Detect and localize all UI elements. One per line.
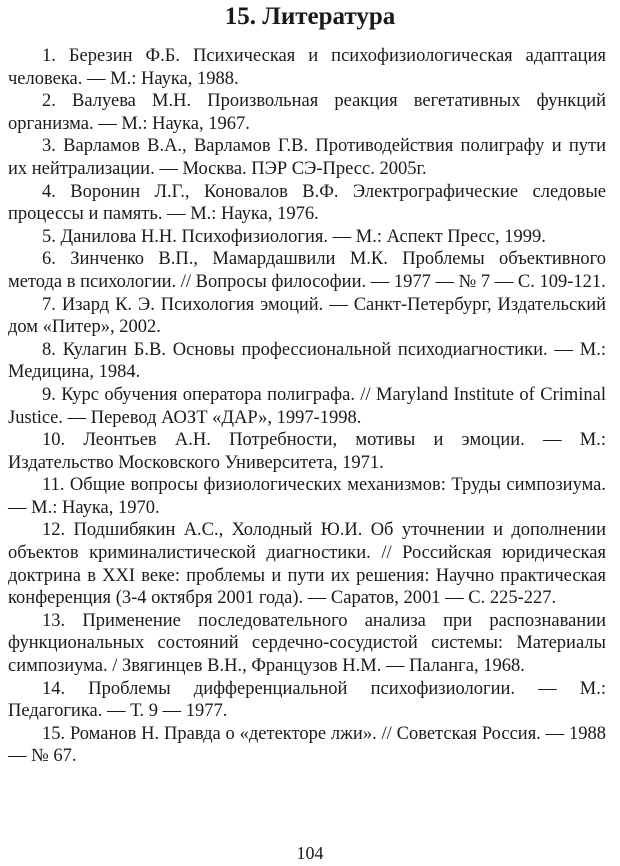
reference-item: 10. Леонтьев А.Н. Потребности, мотивы и эмоции. — М.: Издательство Московского Университета, 1971. — [8, 430, 606, 473]
reference-item: 11. Общие вопросы физиологических механизмов: Труды симпозиума. — М.: Наука, 1970. — [8, 475, 606, 518]
reference-item: 13. Применение последовательного анализа при распознавании функциональных состояний сердечно-сосудистой системы: Материалы симпозиума. / Звягинцев В.Н., Французов Н.М. — Паланга, 1968. — [8, 610, 606, 677]
reference-item: 4. Воронин Л.Г., Коновалов В.Ф. Электрографические следовые процессы и память. — М.: Наука, 1976. — [8, 181, 606, 225]
reference-list — [8, 45, 606, 768]
page-number: 104 — [296, 843, 324, 863]
reference-item: 1. Березин Ф.Б. Психическая и психофизиологическая адаптация человека. — М.: Наука, 1988. — [8, 46, 606, 89]
reference-item: 7. Изард К. Э. Психология эмоций. — Санкт-Петербург, Издательский дом «Питер», 2002. — [8, 294, 606, 338]
reference-item: 6. Зинченко В.П., Мамардашвили М.К. Проблемы объективного метода в психологии. // Вопросы философии. — 1977 — № 7 — С. 109-121. — [8, 249, 606, 292]
reference-item: 8. Кулагин Б.В. Основы профессиональной психодиагностики. — М.: Медицина, 1984. — [8, 339, 606, 383]
reference-item: 5. Данилова Н.Н. Психофизиология. — М.: Аспект Пресс, 1999. — [42, 226, 546, 247]
reference-item: 15. Романов Н. Правда о «детекторе лжи». // Советская Россия. — 1988 — № 67. — [8, 723, 606, 767]
reference-item: 2. Валуева М.Н. Произвольная реакция вегетативных функций организма. — М.: Наука, 1967. — [8, 91, 606, 134]
reference-item: 14. Проблемы дифференциальной психофизиологии. — М.: Педагогика. — Т. 9 — 1977. — [8, 678, 606, 722]
section-title: 15. Литература — [224, 3, 396, 30]
reference-item: 9. Курс обучения оператора полиграфа. // Maryland Institute of Criminal Justice. — Перевод АОЗТ «ДАР», 1997-1998. — [8, 384, 606, 428]
reference-item: 3. Варламов В.А., Варламов Г.В. Противодействия полиграфу и пути их нейтрализации. — Москва. ПЭР СЭ-Пресс. 2005г. — [8, 136, 606, 179]
reference-item: 12. Подшибякин А.С., Холодный Ю.И. Об уточнении и дополнении объектов криминалистической диагностики. // Российская юридическая доктрина в XXI веке: проблемы и пути их решения: Научно практическая конференция (3-4 октября 2001 года). — Саратов, 2001 — С. 225-227. — [8, 520, 606, 609]
